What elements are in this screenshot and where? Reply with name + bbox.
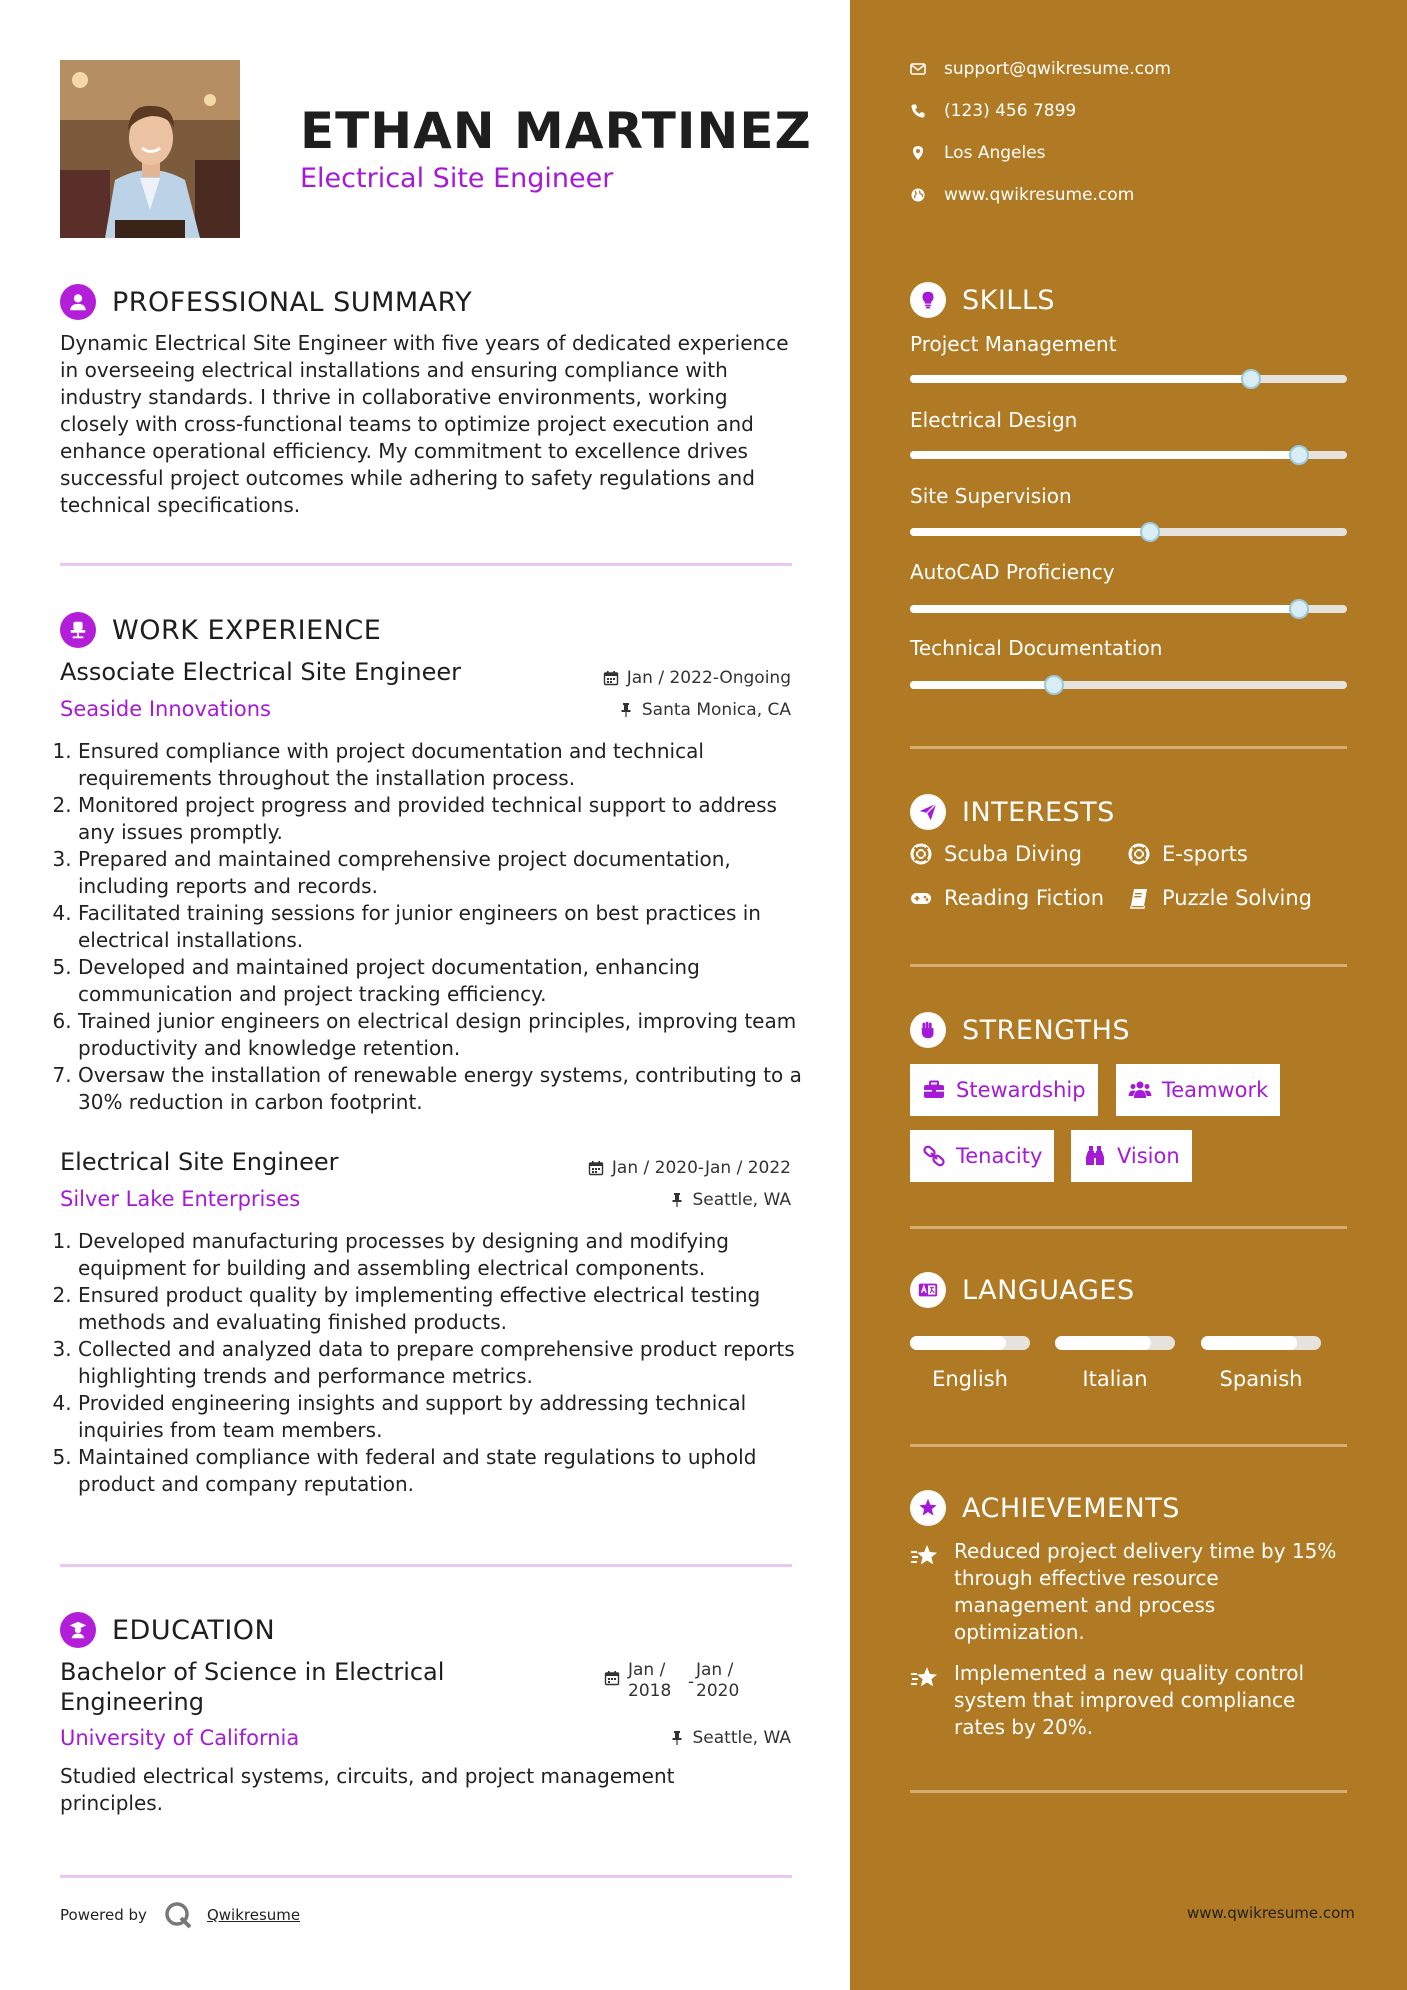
strength-label: Stewardship	[956, 1078, 1086, 1102]
sidebar-divider	[910, 964, 1347, 967]
job-title: Electrical Site Engineer	[60, 1148, 339, 1176]
achievements-title: ACHIEVEMENTS	[962, 1492, 1180, 1524]
experience-title: WORK EXPERIENCE	[112, 614, 382, 646]
strength-label: Vision	[1117, 1144, 1180, 1168]
job-dates	[588, 1158, 791, 1178]
language-label: English	[932, 1367, 1008, 1391]
contact-location	[910, 143, 1046, 163]
candidate-name: ETHAN MARTINEZ	[300, 102, 812, 160]
phone-icon	[910, 103, 926, 119]
strength-tag	[910, 1130, 1054, 1182]
lifebuoy-icon	[910, 843, 932, 865]
achievement-text: Implemented a new quality control system that improved compliance rates by 20%.	[954, 1661, 1305, 1739]
phone-text: (123) 456 7899	[944, 101, 1077, 121]
users-icon	[1128, 1078, 1152, 1102]
education-start: Jan / 2018	[628, 1660, 672, 1701]
lifebuoy-icon	[1128, 843, 1150, 865]
pin-icon	[669, 1192, 685, 1208]
map-marker-icon	[910, 145, 926, 161]
language-fill	[1201, 1336, 1297, 1350]
gamepad-icon	[910, 887, 932, 909]
skill-bar	[910, 681, 1347, 689]
interest-item	[1128, 886, 1312, 910]
calendar-icon	[604, 1670, 620, 1686]
job-location	[618, 700, 791, 720]
skill-label: Project Management	[910, 332, 1117, 356]
profile-photo	[60, 60, 240, 238]
skill-knob	[1289, 599, 1309, 619]
strengths-header	[910, 1012, 1130, 1048]
qwikresume-link[interactable]: Qwikresume	[206, 1906, 301, 1924]
strength-tag	[1116, 1064, 1280, 1116]
strength-tag	[1071, 1130, 1192, 1182]
skill-bar	[910, 528, 1347, 536]
powered-by	[60, 1900, 300, 1930]
skill-fill	[910, 605, 1299, 613]
skill-fill	[910, 451, 1299, 459]
job-location-text: Seattle, WA	[692, 1190, 791, 1210]
list-item: 5. Developed and maintained project documentation, enhancing communication and project tracking efficiency.	[78, 954, 810, 1008]
skill-label: Electrical Design	[910, 408, 1078, 432]
list-item: 5. Maintained compliance with federal and state regulations to uphold product and company reputation.	[78, 1444, 810, 1498]
education-end: Jan / 2020	[696, 1660, 740, 1701]
binoculars-icon	[1083, 1144, 1107, 1168]
language-bar	[910, 1336, 1030, 1350]
graduate-icon	[60, 1612, 96, 1648]
job-title: Associate Electrical Site Engineer	[60, 658, 462, 686]
section-divider	[60, 563, 792, 566]
job-dates	[603, 668, 791, 688]
list-item: 1. Ensured compliance with project documentation and technical requirements throughout the installation process.	[78, 738, 810, 792]
briefcase-icon	[922, 1078, 946, 1102]
list-item: 4. Provided engineering insights and support by addressing technical inquiries from team members.	[78, 1390, 810, 1444]
job-company: Seaside Innovations	[60, 697, 271, 721]
link-icon	[922, 1144, 946, 1168]
interest-label: E-sports	[1162, 842, 1248, 866]
skill-fill	[910, 528, 1150, 536]
list-item: 2. Ensured product quality by implementing effective electrical testing methods and evaluating finished products.	[78, 1282, 810, 1336]
education-dash: -	[688, 1672, 695, 1692]
contact-email	[910, 59, 1171, 79]
job-dates-text: Jan / 2022-Ongoing	[626, 668, 791, 688]
list-item: 2. Monitored project progress and provided technical support to address any issues promptly.	[78, 792, 810, 846]
list-item: 1. Developed manufacturing processes by designing and modifying equipment for building and assembling electrical components.	[78, 1228, 810, 1282]
job-location	[669, 1190, 792, 1210]
skill-label: Technical Documentation	[910, 636, 1163, 660]
star-icon	[910, 1664, 940, 1694]
achievement-text: Reduced project delivery time by 15% through effective resource management and process optimization.	[954, 1539, 1337, 1644]
education-dates	[604, 1660, 756, 1702]
education-header	[60, 1610, 275, 1650]
language-bar	[1055, 1336, 1175, 1350]
language-label: Italian	[1082, 1367, 1148, 1391]
strength-label: Tenacity	[956, 1144, 1043, 1168]
interests-header	[910, 794, 1115, 830]
skill-fill	[910, 681, 1054, 689]
contact-phone	[910, 101, 1076, 121]
languages-title: LANGUAGES	[962, 1274, 1135, 1306]
skill-label: AutoCAD Proficiency	[910, 560, 1115, 584]
job-company: Silver Lake Enterprises	[60, 1187, 301, 1211]
paper-plane-icon	[910, 794, 946, 830]
school-name: University of California	[60, 1726, 300, 1750]
powered-by-label: Powered by	[60, 1906, 147, 1924]
star-icon	[910, 1542, 940, 1572]
pin-icon	[669, 1730, 685, 1746]
achievement-item	[910, 1660, 1350, 1741]
skill-knob	[1241, 369, 1261, 389]
footer-website[interactable]: www.qwikresume.com	[1187, 1904, 1355, 1922]
skill-label: Site Supervision	[910, 484, 1072, 508]
education-location	[669, 1728, 792, 1748]
interest-label: Reading Fiction	[944, 886, 1105, 910]
star-badge-icon	[910, 1490, 946, 1526]
degree-title: Bachelor of Science in Electrical Engineering	[60, 1658, 445, 1716]
skills-header	[910, 282, 1055, 318]
education-title: EDUCATION	[112, 1614, 276, 1646]
interest-item	[1128, 842, 1248, 866]
website-text[interactable]: www.qwikresume.com	[944, 185, 1135, 205]
summary-header	[60, 282, 472, 322]
languages-header	[910, 1272, 1135, 1308]
language-label: Spanish	[1219, 1367, 1303, 1391]
sidebar-divider	[910, 1790, 1347, 1793]
interest-item	[910, 842, 1082, 866]
qwikresume-logo-icon	[163, 1900, 193, 1930]
list-item: 3. Collected and analyzed data to prepare comprehensive product reports highlighting trends and performance metrics.	[78, 1336, 810, 1390]
list-item: 6. Trained junior engineers on electrical design principles, improving team productivity and knowledge retention.	[78, 1008, 810, 1062]
email-text[interactable]: support@qwikresume.com	[944, 59, 1171, 79]
job-location-text: Santa Monica, CA	[641, 700, 791, 720]
job-bullets	[60, 1228, 810, 1498]
pin-icon	[618, 702, 634, 718]
candidate-role: Electrical Site Engineer	[300, 163, 614, 194]
skill-knob	[1289, 445, 1309, 465]
calendar-icon	[588, 1160, 604, 1176]
interest-label: Puzzle Solving	[1162, 886, 1312, 910]
skill-bar	[910, 451, 1347, 459]
experience-header	[60, 610, 381, 650]
summary-text: Dynamic Electrical Site Engineer with five years of dedicated experience in overseeing electrical installations and ensuring compliance with industry standards. I thrive in collaborative environments, working closely with cross-functional teams to optimize project execution and enhance operational efficiency. My commitment to excellence drives successful project outcomes while adhering to safety regulations and technical specifications.	[60, 331, 789, 517]
summary-title: PROFESSIONAL SUMMARY	[112, 286, 473, 318]
job-dates-text: Jan / 2020-Jan / 2022	[611, 1158, 791, 1178]
interest-label: Scuba Diving	[944, 842, 1082, 866]
sidebar-divider	[910, 1226, 1347, 1229]
sidebar-divider	[910, 746, 1347, 749]
education-location-text: Seattle, WA	[692, 1728, 791, 1748]
language-icon	[910, 1272, 946, 1308]
education-description: Studied electrical systems, circuits, and project management principles.	[60, 1764, 675, 1815]
skills-title: SKILLS	[962, 284, 1056, 316]
interest-item	[910, 886, 1104, 910]
fist-icon	[910, 1012, 946, 1048]
lightbulb-icon	[910, 282, 946, 318]
skill-knob	[1140, 522, 1160, 542]
interests-title: INTERESTS	[962, 796, 1115, 828]
list-item: 3. Prepared and maintained comprehensive project documentation, including reports and records.	[78, 846, 810, 900]
strengths-title: STRENGTHS	[962, 1014, 1131, 1046]
skill-fill	[910, 375, 1251, 383]
language-bar	[1201, 1336, 1321, 1350]
chair-icon	[60, 612, 96, 648]
strength-label: Teamwork	[1162, 1078, 1269, 1102]
skill-bar	[910, 375, 1347, 383]
sidebar-divider	[910, 1444, 1347, 1447]
contact-website	[910, 185, 1134, 205]
skill-knob	[1044, 675, 1064, 695]
user-icon	[60, 284, 96, 320]
list-item: 4. Facilitated training sessions for junior engineers on best practices in electrical installations.	[78, 900, 810, 954]
achievements-header	[910, 1490, 1180, 1526]
location-text: Los Angeles	[944, 143, 1046, 163]
envelope-icon	[910, 61, 926, 77]
skill-bar	[910, 605, 1347, 613]
list-item: 7. Oversaw the installation of renewable energy systems, contributing to a 30% reduction in carbon footprint.	[78, 1062, 810, 1116]
sidebar	[850, 0, 1407, 1990]
calendar-icon	[603, 670, 619, 686]
language-fill	[1055, 1336, 1151, 1350]
strength-tag	[910, 1064, 1098, 1116]
book-icon	[1128, 887, 1150, 909]
globe-icon	[910, 187, 926, 203]
achievement-item	[910, 1538, 1350, 1646]
section-divider	[60, 1564, 792, 1567]
section-divider	[60, 1875, 792, 1878]
job-bullets	[60, 738, 810, 1116]
language-fill	[910, 1336, 1006, 1350]
